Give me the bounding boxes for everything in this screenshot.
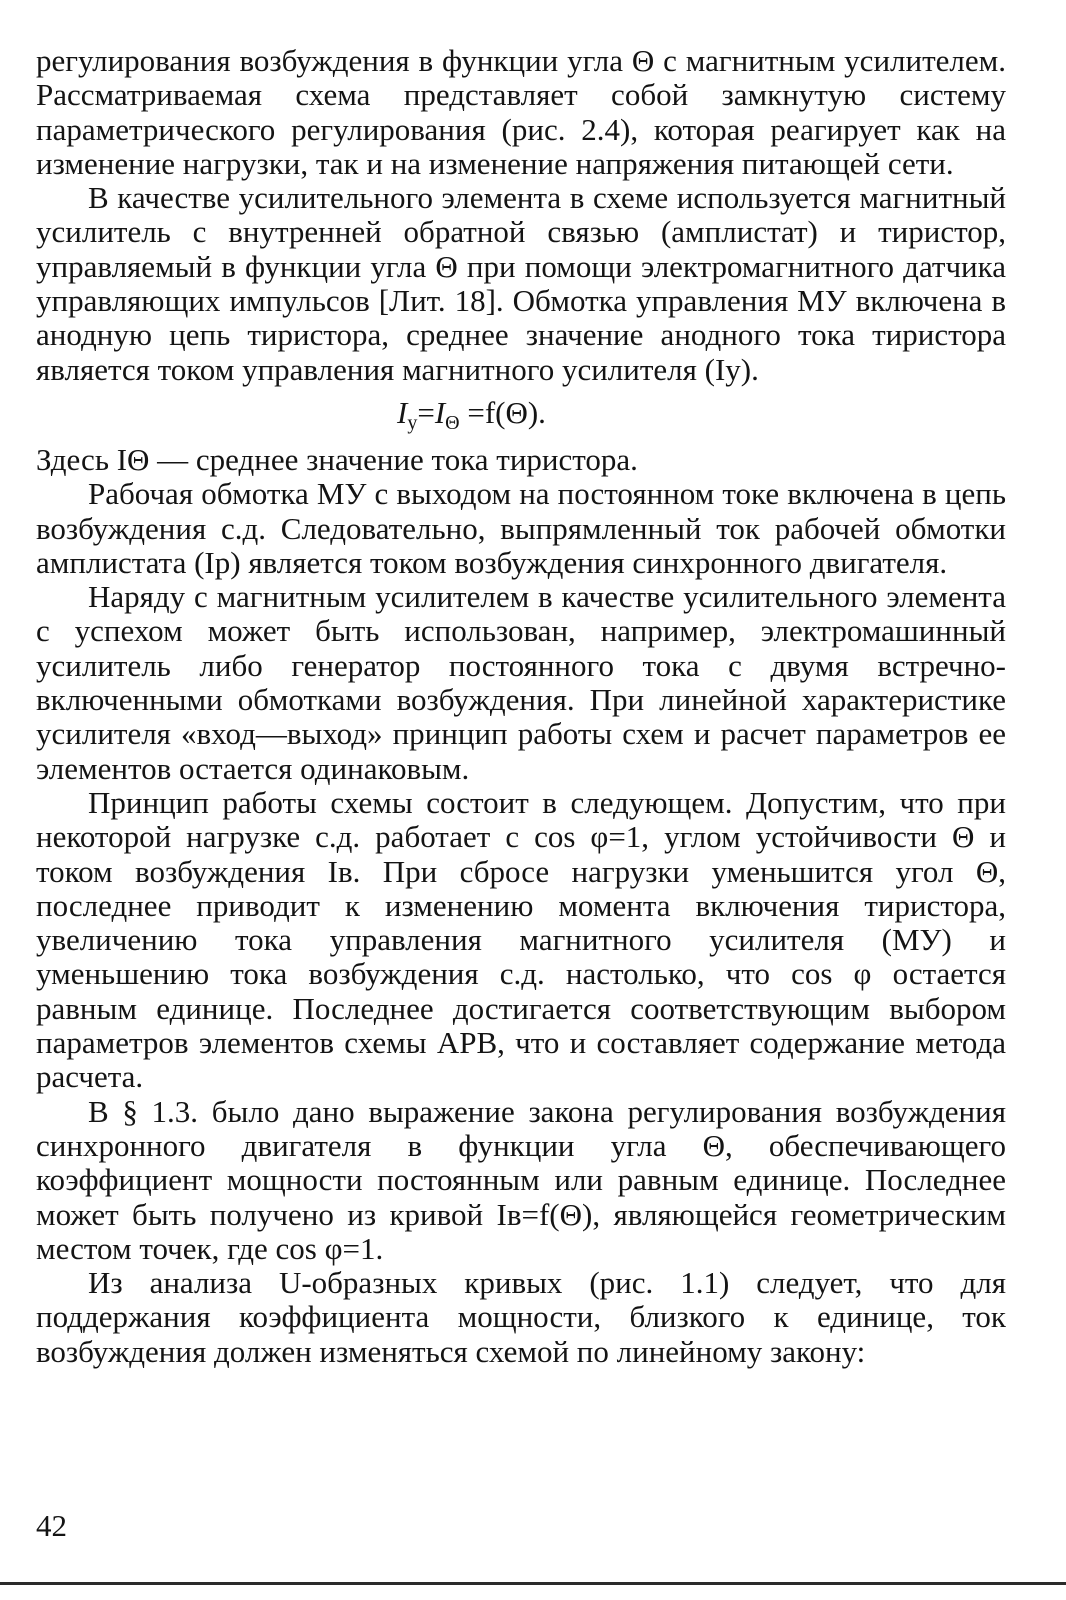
paragraph-5: Наряду с магнитным усилителем в качестве усилительного элемента с успехом может быть использован, например, электромашинный усилитель либо генератор постоянного тока с двумя встречно-включенными обмотками возбуждения. При линейной характеристике усилителя «вход—выход» принцип работы схем и расчет параметров ее элементов остается одинаковым.: [36, 579, 1006, 786]
formula: $I_у=I_\Theta =f(\Theta)$.: [397, 394, 546, 434]
paragraph-7: В § 1.3. было дано выражение закона регулирования возбуждения синхронного двигателя в функции угла Θ, обеспечивающего коэффициент мощности постоянным или равным единице. Последнее может быть получено из кривой Iв=f(Θ), являющейся геометрическим местом точек, где cos φ=1.: [36, 1093, 1006, 1266]
formula-mid-symbol: I: [434, 394, 446, 430]
paragraph-1: регулирования возбуждения в функции угла Θ с магнитным усилителем. Рассматриваемая схема представляет собой замкнутую систему параметрического регулирования (рис. 2.4), которая реагирует как на изменение нагрузки, так и на изменение напряжения питающей сети.: [36, 43, 1006, 181]
formula-lhs-symbol: I: [397, 394, 408, 430]
document-page: [36, 44, 1006, 1369]
page-number: 42: [36, 1508, 67, 1543]
formula-rhs: =f(Θ).: [467, 394, 546, 430]
paragraph-2: В качестве усилительного элемента в схеме используется магнитный усилитель с внутренней обратной связью (амплистат) и тиристор, управляемый в функции угла Θ при помощи электромагнитного датчика управляющих импульсов [Лит. 18]. Обмотка управления МУ включена в анодную цепь тиристора, среднее значение анодного тока тиристора является током управления магнитного усилителя (Iу).: [36, 180, 1006, 387]
formula-mid-subscript: Θ: [445, 411, 460, 434]
paragraph-4: Рабочая обмотка МУ с выходом на постоянном токе включена в цепь возбуждения с.д. Следовательно, выпрямленный ток рабочей обмотки амплистата (Iр) является током возбуждения синхронного двигателя.: [36, 476, 1006, 580]
formula-lhs-subscript: у: [407, 411, 418, 434]
paragraph-3: Здесь IΘ — среднее значение тока тиристора.: [36, 441, 638, 477]
paragraph-8: Из анализа U-образных кривых (рис. 1.1) следует, что для поддержания коэффициента мощности, близкого к единице, ток возбуждения должен изменяться схемой по линейному закону:: [36, 1265, 1006, 1369]
bottom-rule: [0, 1582, 1066, 1585]
paragraph-6: Принцип работы схемы состоит в следующем. Допустим, что при некоторой нагрузке с.д. работает с cos φ=1, углом устойчивости Θ и током возбуждения Iв. При сбросе нагрузки уменьшится угол Θ, последнее приводит к изменению момента включения тиристора, увеличению тока управления магнитного усилителя (МУ) и уменьшению тока возбуждения с.д. настолько, что cos φ остается равным единице. Последнее достигается соответствующим выбором параметров элементов схемы АРВ, что и составляет содержание метода расчета.: [36, 784, 1006, 1095]
